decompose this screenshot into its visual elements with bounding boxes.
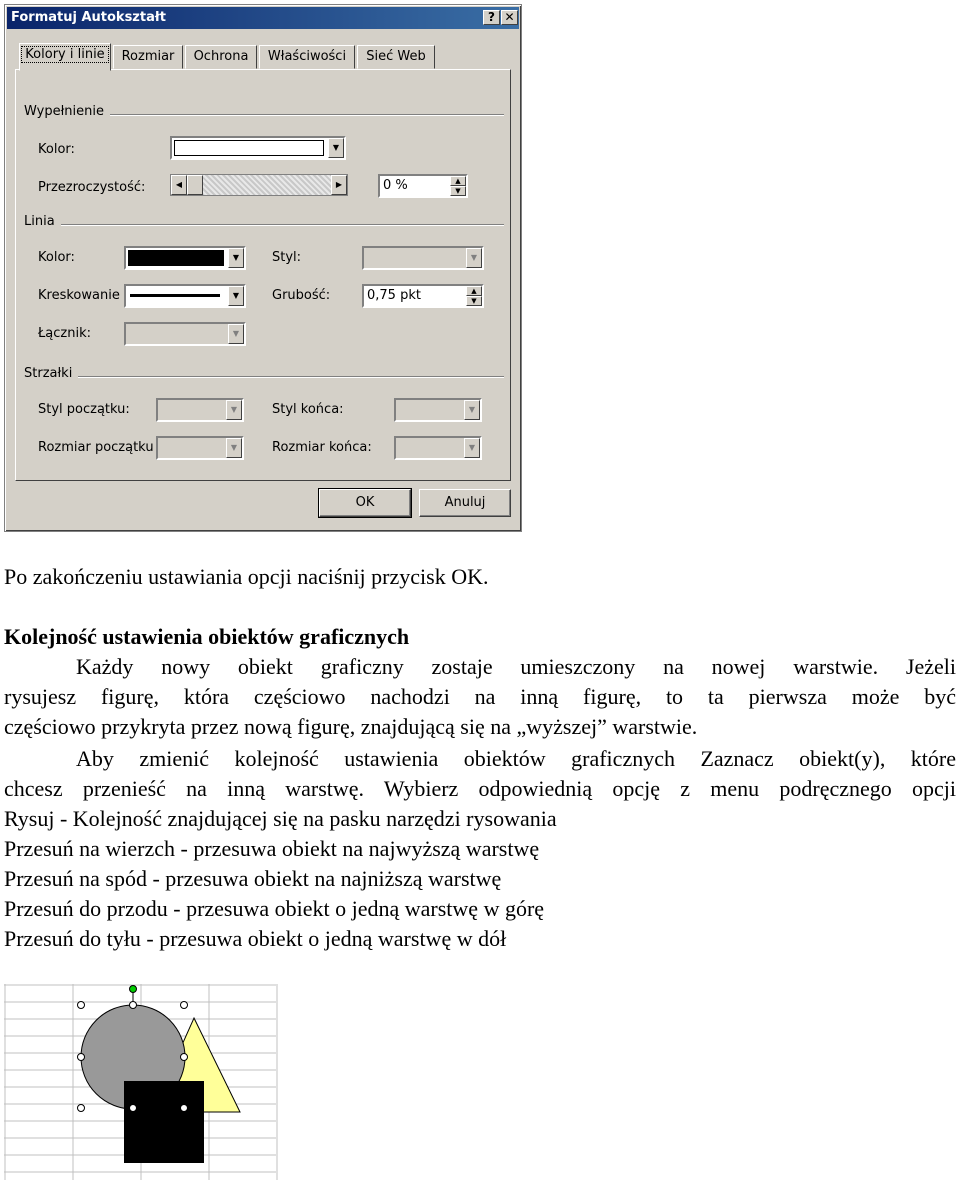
spin-down-icon[interactable]: ▼	[466, 296, 482, 306]
fill-color-swatch	[174, 140, 324, 156]
chevron-down-icon: ▼	[466, 248, 482, 268]
selection-handle[interactable]	[181, 1002, 188, 1009]
fill-color-combo[interactable]	[170, 136, 346, 160]
chevron-down-icon: ▼	[226, 438, 242, 458]
paragraph-line: rysujesz figurę, która częściowo nachodzi na inną figurę, to ta pierwsza może być	[4, 684, 956, 709]
layer-order-figure	[4, 984, 278, 1182]
paragraph-line: chcesz przenieść na inną warstwę. Wybierz odpowiednią opcję z menu podręcznego opcji	[4, 776, 956, 801]
close-button[interactable]: ✕	[501, 10, 518, 25]
tab-web[interactable]: Sieć Web	[357, 45, 435, 69]
fill-group-divider	[76, 114, 504, 116]
weight-spinner[interactable]	[362, 284, 484, 308]
spin-up-icon[interactable]: ▲	[450, 176, 466, 186]
chevron-down-icon: ▼	[328, 138, 344, 158]
connector-label: Łącznik:	[38, 326, 92, 341]
begin-style-combo[interactable]	[156, 398, 244, 422]
paragraph-line: Rysuj - Kolejność znajdującej się na pasku narzędzi rysowania	[4, 806, 557, 831]
list-item: Przesuń na spód - przesuwa obiekt na najniższą warstwę	[4, 866, 502, 891]
slider-thumb[interactable]	[187, 175, 203, 195]
dialog-title: Formatuj Autokształt	[7, 7, 519, 29]
chevron-down-icon: ▼	[464, 400, 480, 420]
cancel-button[interactable]: Anuluj	[419, 489, 511, 517]
line-style-combo[interactable]	[362, 246, 484, 270]
begin-size-label: Rozmiar początku	[38, 440, 154, 455]
chevron-down-icon: ▼	[464, 438, 480, 458]
transparency-value: 0 %	[383, 178, 408, 193]
chevron-down-icon: ▼	[228, 286, 244, 306]
selection-handle[interactable]	[78, 1002, 85, 1009]
paragraph-line: częściowo przykryta przez nową figurę, znajdującą się na „wyższej” warstwie.	[4, 714, 698, 739]
weight-label: Grubość:	[272, 288, 331, 303]
help-button[interactable]: ?	[483, 10, 500, 25]
list-item: Przesuń do tyłu - przesuwa obiekt o jedną warstwę w dół	[4, 926, 507, 951]
transparency-slider[interactable]	[170, 174, 348, 196]
line-color-label: Kolor:	[38, 250, 75, 265]
instruction-paragraph: Po zakończeniu ustawiania opcji naciśnij przycisk OK.	[4, 564, 489, 589]
begin-size-combo[interactable]	[156, 436, 244, 460]
line-group-label: Linia	[24, 214, 61, 229]
section-heading: Kolejność ustawienia obiektów graficznych	[4, 624, 410, 649]
dash-solid-line-preview	[130, 294, 220, 297]
list-item: Przesuń do przodu - przesuwa obiekt o jedną warstwę w górę	[4, 896, 545, 921]
line-color-swatch	[128, 250, 224, 266]
rotation-handle[interactable]	[130, 986, 137, 993]
end-style-label: Styl końca:	[272, 402, 344, 417]
selection-handle[interactable]	[181, 1054, 188, 1061]
arrow-right-icon[interactable]: ▶	[331, 175, 347, 195]
end-size-label: Rozmiar końca:	[272, 440, 372, 455]
chevron-down-icon: ▼	[228, 248, 244, 268]
chevron-down-icon: ▼	[226, 400, 242, 420]
paragraph-order	[4, 744, 956, 834]
arrow-left-icon[interactable]: ◀	[171, 175, 187, 195]
transparency-spinner[interactable]	[378, 174, 468, 198]
paragraph-line: Każdy nowy obiekt graficzny zostaje umieszczony na nowej warstwie. Jeżeli	[76, 654, 956, 679]
selection-handle[interactable]	[130, 1002, 137, 1009]
paragraph-layers	[4, 652, 956, 742]
connector-combo[interactable]	[124, 322, 246, 346]
spin-up-icon[interactable]: ▲	[466, 286, 482, 296]
spin-down-icon[interactable]: ▼	[450, 186, 466, 196]
end-size-combo[interactable]	[394, 436, 482, 460]
tab-colors-lines[interactable]: Kolory i linie	[19, 43, 111, 71]
selection-handle[interactable]	[181, 1105, 188, 1112]
line-style-label: Styl:	[272, 250, 302, 265]
selection-handle[interactable]	[78, 1054, 85, 1061]
order-options-list	[4, 834, 956, 954]
paragraph-line: Aby zmienić kolejność ustawienia obiektów graficznych Zaznacz obiekt(y), które	[76, 746, 956, 771]
arrows-group-divider	[78, 376, 504, 378]
chevron-down-icon: ▼	[228, 324, 244, 344]
fill-color-label: Kolor:	[38, 142, 75, 157]
arrows-group-label: Strzałki	[24, 366, 78, 381]
end-style-combo[interactable]	[394, 398, 482, 422]
list-item: Przesuń na wierzch - przesuwa obiekt na najwyższą warstwę	[4, 836, 540, 861]
square-shape[interactable]	[124, 1081, 204, 1163]
weight-value: 0,75 pkt	[367, 288, 421, 303]
tab-properties[interactable]: Właściwości	[259, 45, 355, 69]
format-autoshape-dialog	[4, 4, 522, 532]
dash-combo[interactable]	[124, 284, 246, 308]
tab-protection[interactable]: Ochrona	[185, 45, 257, 69]
tab-size[interactable]: Rozmiar	[113, 45, 183, 69]
transparency-label: Przezroczystość:	[38, 180, 146, 195]
selection-handle[interactable]	[130, 1105, 137, 1112]
selection-handle[interactable]	[78, 1105, 85, 1112]
tab-panel	[15, 69, 511, 481]
dash-label: Kreskowanie	[38, 288, 120, 303]
ok-button[interactable]: OK	[319, 489, 411, 517]
begin-style-label: Styl początku:	[38, 402, 130, 417]
fill-group-label: Wypełnienie	[24, 104, 110, 119]
line-group-divider	[60, 224, 504, 226]
line-color-combo[interactable]	[124, 246, 246, 270]
